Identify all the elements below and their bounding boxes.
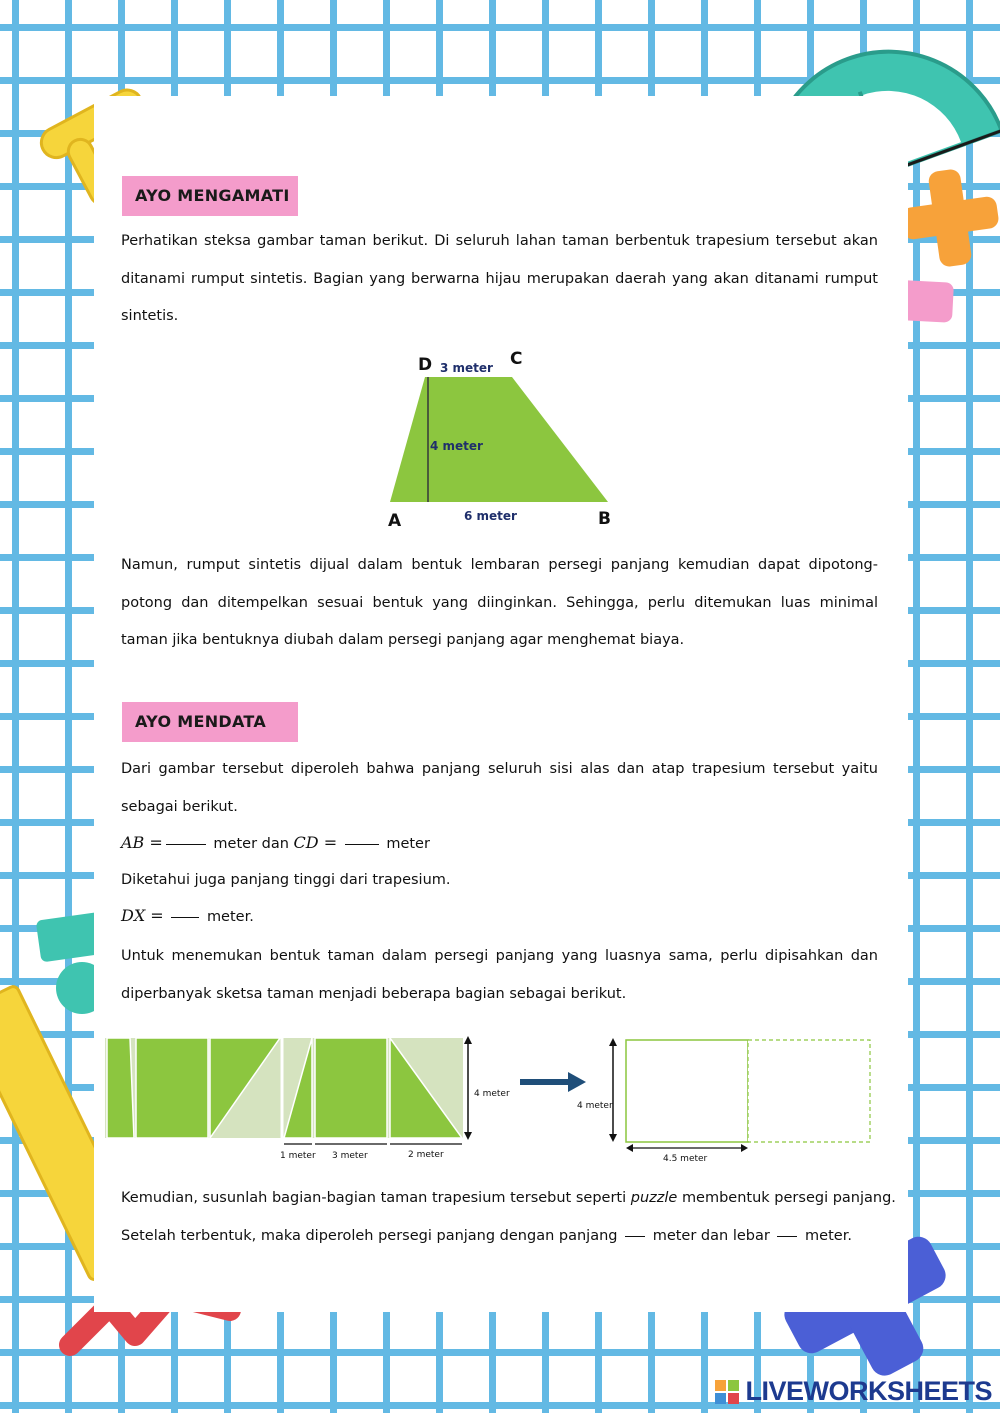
- dim-3-label: 3 meter: [332, 1151, 368, 1161]
- data-paragraph-1: Dari gambar tersebut diperoleh bahwa panjang seluruh sisi alas dan atap trapesium tersebut yaitu sebagai berikut.: [121, 761, 878, 815]
- heading-ayo-mendata: AYO MENDATA: [122, 702, 298, 742]
- dx-label: DX =: [121, 906, 164, 925]
- piece-rect-1: [136, 1038, 208, 1138]
- observe-paragraph-1: Perhatikan steksa gambar taman berikut. Di seluruh lahan taman berbentuk trapesium tersebut akan ditanami rumput sintetis. Bagian yang berwarna hijau merupakan daerah yang akan ditanami rumput sintetis.: [121, 233, 878, 324]
- vertex-c: C: [510, 349, 523, 369]
- piece-rect-2: [315, 1038, 387, 1138]
- transform-arrow-head: [568, 1072, 586, 1092]
- dx-blank[interactable]: [171, 916, 199, 918]
- height-text: Diketahui juga panjang tinggi dari trapesium.: [121, 872, 451, 888]
- observe-paragraph-2: Namun, rumput sintetis dijual dalam bentuk lembaran persegi panjang kemudian dapat dipotong-potong dan ditempelkan sesuai bentuk yang diinginkan. Sehingga, perlu ditemukan luas minimal taman jika bentuknya diubah dalam persegi panjang agar menghemat biaya.: [121, 557, 878, 648]
- final-line-1-em: puzzle: [630, 1190, 678, 1206]
- trapezoid-figure: [380, 344, 640, 534]
- dim-2-label: 2 meter: [408, 1150, 444, 1160]
- vertex-b: B: [598, 509, 611, 529]
- plus-decoration-orange: [896, 164, 1000, 272]
- result-height-arrow-bottom: [609, 1134, 617, 1142]
- cd-unit: meter: [386, 836, 430, 852]
- dim-height-arrow-bottom: [464, 1132, 472, 1140]
- length-blank[interactable]: [625, 1235, 645, 1237]
- ab-cd-line: [121, 833, 430, 852]
- liveworksheets-watermark: [715, 1376, 992, 1407]
- result-rect-solid: [626, 1040, 748, 1142]
- final-line-1-a: Kemudian, susunlah bagian-bagian taman trapesium tersebut seperti: [121, 1190, 627, 1206]
- result-width-arrow-left: [626, 1144, 633, 1152]
- final-line-2: [121, 1228, 852, 1244]
- result-height-arrow-top: [609, 1038, 617, 1046]
- top-side-label: 3 meter: [440, 361, 493, 375]
- result-width-label: 4.5 meter: [663, 1154, 708, 1164]
- width-blank[interactable]: [777, 1235, 797, 1237]
- final-line-1: [121, 1190, 896, 1206]
- dim-height-arrow-top: [464, 1036, 472, 1044]
- dx-unit: meter.: [206, 909, 254, 925]
- heading-ayo-mengamati: AYO MENGAMATI: [122, 176, 298, 216]
- decomposition-figure: [100, 1020, 880, 1180]
- data-paragraph-2: Untuk menemukan bentuk taman dalam persegi panjang yang luasnya sama, perlu dipisahkan dan diperbanyak sketsa taman menjadi beberapa bagian sebagai berikut.: [121, 948, 878, 1002]
- cd-blank[interactable]: [345, 843, 379, 845]
- result-rect-dashed: [748, 1040, 870, 1142]
- height-label: 4 meter: [430, 439, 483, 453]
- cd-label: CD =: [293, 833, 338, 852]
- base-label: 6 meter: [464, 509, 517, 523]
- piece-left-sliver: [107, 1038, 134, 1138]
- result-height-label: 4 meter: [577, 1101, 613, 1111]
- dim-1-label: 1 meter: [280, 1151, 316, 1161]
- dx-line: [121, 906, 254, 925]
- ab-blank[interactable]: [166, 843, 206, 845]
- final-line-2-b: meter dan lebar: [652, 1228, 770, 1244]
- liveworksheets-logo-icon: [715, 1380, 739, 1404]
- result-width-arrow-right: [741, 1144, 748, 1152]
- final-line-2-a: Setelah terbentuk, maka diperoleh persegi panjang dengan panjang: [121, 1228, 618, 1244]
- liveworksheets-text: LIVEWORKSHEETS: [745, 1376, 992, 1406]
- trapezoid-shape: [390, 377, 608, 502]
- dim-height-label: 4 meter: [474, 1089, 510, 1099]
- final-line-2-c: meter.: [805, 1228, 852, 1244]
- vertex-d: D: [418, 355, 433, 375]
- vertex-a: A: [388, 511, 402, 531]
- final-line-1-b: membentuk persegi panjang.: [681, 1190, 896, 1206]
- ab-label: AB =: [121, 833, 163, 852]
- ab-unit: meter dan: [213, 836, 289, 852]
